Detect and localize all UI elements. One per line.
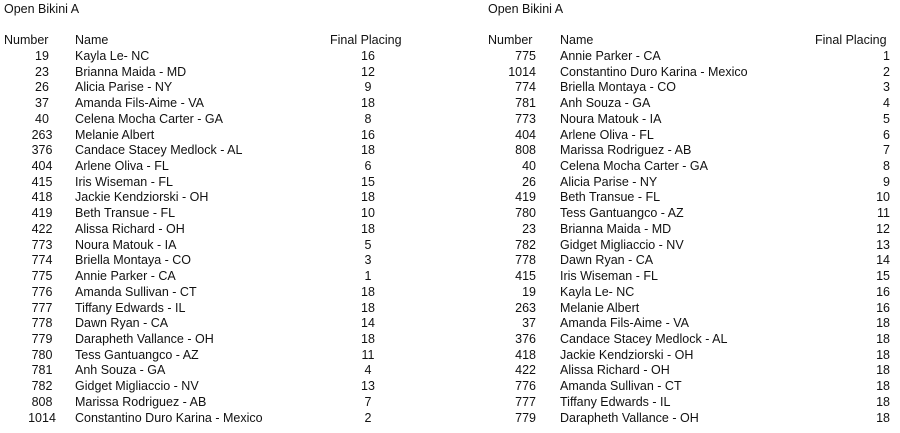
competitor-name: Tess Gantuangco - AZ (560, 206, 684, 221)
competitor-number: 775 (515, 49, 536, 63)
competitor-number: 776 (515, 379, 536, 394)
competitor-name: Annie Parker - CA (560, 49, 661, 63)
final-placing: 18 (361, 300, 375, 315)
competitor-number: 404 (31, 159, 53, 174)
competitor-name: Briella Montaya - CO (75, 253, 192, 268)
final-placing: 5 (883, 111, 890, 126)
competitor-number: 415 (31, 174, 53, 189)
competitor-name: Darapheth Vallance - OH (560, 410, 699, 425)
competitor-name: Dawn Ryan - CA (560, 253, 654, 268)
competitor-name: Brianna Maida - MD (75, 64, 187, 79)
final-placing: 18 (361, 331, 375, 346)
final-placing: 7 (883, 143, 890, 158)
final-placing: 1 (883, 49, 890, 63)
competitor-name: Celena Mocha Carter - GA (75, 111, 223, 126)
final-placing: 18 (361, 190, 375, 205)
competitor-number: 1014 (508, 64, 536, 79)
number-column-header: Number (488, 33, 533, 47)
competitor-name: Kayla Le- NC (560, 284, 635, 299)
competitor-name: Marissa Rodriguez - AB (75, 394, 207, 409)
competitor-number: 404 (515, 127, 536, 142)
competitor-number: 778 (31, 316, 53, 331)
competitor-name: Jackie Kendziorski - OH (75, 190, 209, 205)
final-placing: 16 (876, 300, 890, 315)
competitor-name: Amanda Sullivan - CT (560, 379, 682, 394)
final-placing: 10 (876, 190, 890, 205)
final-placing: 6 (364, 159, 372, 174)
final-placing: 2 (883, 64, 890, 79)
competitor-number: 774 (31, 253, 53, 268)
competitor-number: 40 (35, 111, 49, 126)
competitor-number: 418 (515, 347, 536, 362)
competitor-name: Celena Mocha Carter - GA (560, 159, 708, 174)
competitor-name: Alissa Richard - OH (560, 363, 670, 378)
competitor-number: 376 (515, 331, 536, 346)
final-placing: 14 (361, 316, 375, 331)
final-placing: 12 (361, 64, 375, 79)
competitor-number: 19 (35, 49, 49, 63)
number-column-header: Number (4, 33, 49, 47)
competitor-number: 780 (515, 206, 536, 221)
competitor-name: Noura Matouk - IA (560, 111, 662, 126)
competitor-name: Iris Wiseman - FL (560, 269, 658, 284)
competitor-number: 782 (31, 379, 53, 394)
final-placing: 5 (364, 237, 372, 252)
final-placing: 4 (883, 96, 890, 111)
competitor-number: 37 (522, 316, 536, 331)
competitor-name: Iris Wiseman - FL (75, 174, 173, 189)
final-placing: 9 (364, 80, 372, 95)
final-placing: 15 (361, 174, 375, 189)
competitor-name: Alissa Richard - OH (75, 221, 185, 236)
competitor-number: 1014 (28, 410, 56, 425)
competitor-name: Jackie Kendziorski - OH (560, 347, 694, 362)
competitor-name: Darapheth Vallance - OH (75, 331, 214, 346)
competitor-name: Candace Stacey Medlock - AL (75, 143, 243, 158)
final-placing: 4 (364, 363, 372, 378)
competitor-name: Tiffany Edwards - IL (75, 300, 186, 315)
final-placing: 18 (361, 221, 375, 236)
competitor-number: 26 (35, 80, 49, 95)
competitor-name: Dawn Ryan - CA (75, 316, 169, 331)
competitor-number: 37 (35, 96, 49, 111)
competitor-name: Constantino Duro Karina - Mexico (560, 64, 748, 79)
final-placing: 18 (876, 363, 890, 378)
competitor-number: 419 (515, 190, 536, 205)
final-placing: 16 (361, 127, 375, 142)
competitor-number: 419 (31, 206, 53, 221)
final-placing: 8 (364, 111, 372, 126)
competitor-name: Annie Parker - CA (75, 269, 176, 284)
competitor-name: Marissa Rodriguez - AB (560, 143, 692, 158)
competitor-number: 777 (31, 300, 53, 315)
final-placing: 18 (876, 394, 890, 409)
competitor-name: Amanda Sullivan - CT (75, 284, 197, 299)
competitor-name: Melanie Albert (560, 300, 640, 315)
final-placing: 8 (883, 159, 890, 174)
final-placing: 18 (876, 347, 890, 362)
final-placing: 11 (877, 206, 890, 221)
competitor-number: 774 (515, 80, 536, 95)
competitor-name: Arlene Oliva - FL (560, 127, 654, 142)
competitor-number: 781 (515, 96, 536, 111)
competitor-name: Alicia Parise - NY (560, 174, 658, 189)
competitor-name: Beth Transue - FL (560, 190, 661, 205)
final-placing: 14 (876, 253, 890, 268)
competitor-number: 23 (522, 221, 536, 236)
final-placing: 18 (361, 143, 375, 158)
competitor-number: 808 (515, 143, 536, 158)
competitor-number: 778 (515, 253, 536, 268)
final-placing: 16 (876, 284, 890, 299)
competitor-name: Beth Transue - FL (75, 206, 176, 221)
competitor-number: 263 (515, 300, 536, 315)
competitor-name: Amanda Fils-Aime - VA (75, 96, 204, 111)
competitor-number: 376 (31, 143, 53, 158)
final-placing: 7 (364, 394, 372, 409)
final-placing: 3 (364, 253, 372, 268)
placing-column-header: Final Placing (330, 33, 402, 47)
competitor-name: Constantino Duro Karina - Mexico (75, 410, 263, 425)
competitor-name: Tiffany Edwards - IL (560, 394, 671, 409)
competitor-name: Arlene Oliva - FL (75, 159, 169, 174)
competitor-number: 775 (31, 269, 53, 284)
competitor-name: Anh Souza - GA (560, 96, 651, 111)
competitor-number: 26 (522, 174, 536, 189)
final-placing: 1 (364, 269, 372, 284)
competitor-name: Alicia Parise - NY (75, 80, 173, 95)
final-placing: 13 (361, 379, 375, 394)
competitor-number: 781 (31, 363, 53, 378)
competitor-number: 415 (515, 269, 536, 284)
final-placing: 18 (876, 316, 890, 331)
competitor-name: Amanda Fils-Aime - VA (560, 316, 689, 331)
final-placing: 3 (883, 80, 890, 95)
competitor-name: Gidget Migliaccio - NV (560, 237, 684, 252)
final-placing: 18 (361, 284, 375, 299)
final-placing: 16 (361, 49, 375, 63)
competitor-number: 782 (515, 237, 536, 252)
competitor-number: 23 (35, 64, 49, 79)
final-placing: 18 (876, 331, 890, 346)
competitor-name: Briella Montaya - CO (560, 80, 677, 95)
competitor-number: 773 (31, 237, 53, 252)
competitor-number: 19 (522, 284, 536, 299)
final-placing: 18 (876, 379, 890, 394)
final-placing: 18 (361, 96, 375, 111)
competitor-name: Gidget Migliaccio - NV (75, 379, 199, 394)
final-placing: 15 (876, 269, 890, 284)
final-placing: 2 (364, 410, 372, 425)
competitor-number: 418 (31, 190, 53, 205)
competitor-number: 777 (515, 394, 536, 409)
competitor-number: 422 (515, 363, 536, 378)
name-column-header: Name (560, 33, 594, 47)
competitor-number: 422 (31, 221, 53, 236)
final-placing: 13 (876, 237, 890, 252)
competitor-name: Candace Stacey Medlock - AL (560, 331, 728, 346)
competitor-number: 780 (31, 347, 53, 362)
final-placing: 18 (876, 410, 890, 425)
competitor-number: 263 (31, 127, 53, 142)
competitor-number: 776 (31, 284, 53, 299)
table-title: Open Bikini A (4, 2, 80, 16)
final-placing: 11 (361, 347, 375, 362)
competitor-number: 40 (522, 159, 536, 174)
competitor-name: Kayla Le- NC (75, 49, 150, 63)
placing-column-header: Final Placing (815, 33, 887, 47)
competitor-name: Tess Gantuangco - AZ (75, 347, 199, 362)
table-title: Open Bikini A (488, 2, 564, 16)
competitor-name: Brianna Maida - MD (560, 221, 672, 236)
competitor-number: 779 (515, 410, 536, 425)
competitor-name: Melanie Albert (75, 127, 155, 142)
final-placing: 6 (883, 127, 890, 142)
competitor-number: 808 (31, 394, 53, 409)
competitor-name: Noura Matouk - IA (75, 237, 177, 252)
final-placing: 10 (361, 206, 375, 221)
final-placing: 12 (876, 221, 890, 236)
competitor-number: 773 (515, 111, 536, 126)
final-placing: 9 (883, 174, 890, 189)
competitor-number: 779 (31, 331, 53, 346)
competitor-name: Anh Souza - GA (75, 363, 166, 378)
name-column-header: Name (75, 33, 109, 47)
